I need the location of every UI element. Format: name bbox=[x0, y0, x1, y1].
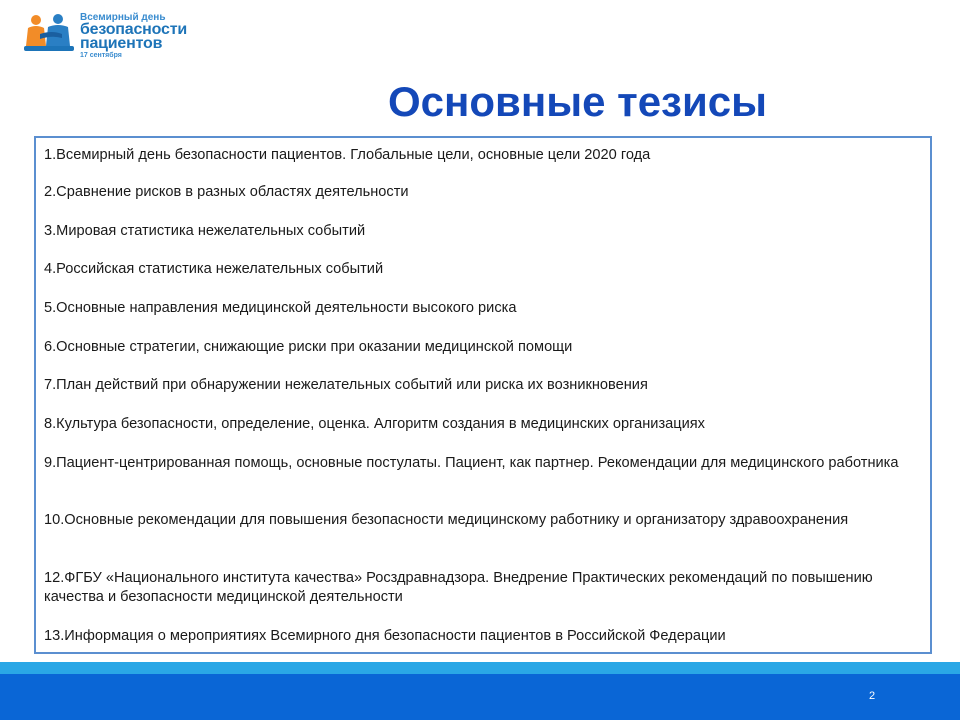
thesis-item: 3.Мировая статистика нежелательных событий bbox=[44, 223, 366, 239]
footer-stripe bbox=[0, 662, 960, 674]
logo-line-1: Всемирный день bbox=[80, 12, 166, 23]
thesis-item: 4.Российская статистика нежелательных событий bbox=[44, 261, 384, 277]
theses-box bbox=[34, 136, 932, 654]
logo-text bbox=[80, 12, 187, 60]
thesis-item: 5.Основные направления медицинской деятельности высокого риска bbox=[44, 300, 517, 316]
event-logo bbox=[22, 12, 212, 60]
logo-date: 17 сентября bbox=[80, 52, 122, 59]
page-number: 2 bbox=[868, 690, 876, 702]
thesis-item: 6.Основные стратегии, снижающие риски при оказании медицинской помощи bbox=[44, 339, 573, 355]
thesis-item: 9.Пациент-центрированная помощь, основные постулаты. Пациент, как партнер. Рекомендации для медицинского работника bbox=[44, 455, 899, 471]
thesis-item: 8.Культура безопасности, определение, оценка. Алгоритм создания в медицинских организациях bbox=[44, 416, 705, 432]
thesis-item: 1.Всемирный день безопасности пациентов. Глобальные цели, основные цели 2020 года bbox=[44, 147, 651, 163]
thesis-item: 12.ФГБУ «Национального института качества» Росздравнадзора. Внедрение Практических рекомендаций по повышению качества и безопасности медицинской деятельности bbox=[44, 570, 873, 605]
logo-line-2: безопасности bbox=[80, 21, 187, 38]
thesis-item: 13.Информация о мероприятиях Всемирного дня безопасности пациентов в Российской Федерации bbox=[44, 628, 726, 644]
thesis-item: 7.План действий при обнаружении нежелательных событий или риска их возникновения bbox=[44, 377, 648, 393]
patients-figures-icon bbox=[22, 12, 76, 54]
thesis-item: 10.Основные рекомендации для повышения безопасности медицинскому работнику и организатору здравоохранения bbox=[44, 512, 849, 528]
logo-line-3: пациентов bbox=[80, 35, 163, 52]
thesis-item: 2.Сравнение рисков в разных областях деятельности bbox=[44, 184, 409, 200]
footer-bar bbox=[0, 674, 960, 720]
slide-title: Основные тезисы bbox=[388, 78, 767, 125]
